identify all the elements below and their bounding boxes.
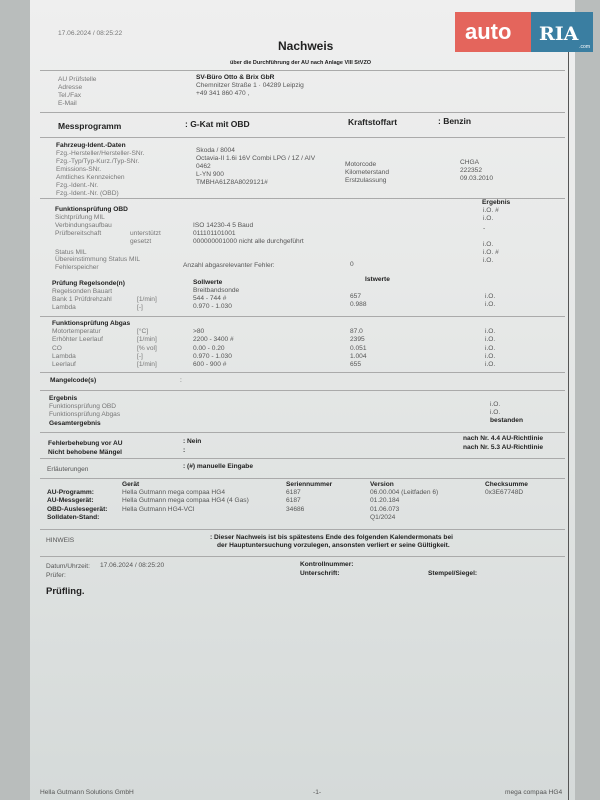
- repair-label: Fehlerbehebung vor AU: [48, 440, 123, 447]
- field-value: CHGA: [460, 159, 480, 166]
- field-value: 0.970 - 1.030: [193, 352, 232, 360]
- device-role: Solldaten-Stand:: [47, 513, 100, 521]
- field-label: Leerlauf: [52, 361, 76, 369]
- field-label: Kilometerstand: [345, 169, 389, 176]
- station-address: Chemnitzer Straße 1 · 04289 Leipzig: [196, 82, 304, 89]
- field-label: Erstzulassung: [345, 177, 387, 184]
- field-value: 1.004: [350, 352, 367, 360]
- signature-label: Unterschrift:: [300, 570, 340, 577]
- unit: [-]: [137, 352, 143, 360]
- defects-label: Mangelcode(s): [50, 377, 97, 384]
- unit: [°C]: [137, 328, 149, 335]
- field-value: L-YN 900: [196, 171, 224, 178]
- field-value: 0462: [196, 163, 211, 170]
- guideline-note: nach Nr. 5.3 AU-Richtlinie: [463, 444, 543, 451]
- print-timestamp: 17.06.2024 / 08:25:22: [58, 30, 123, 37]
- field-label: CO: [52, 344, 62, 352]
- field-value: 655: [350, 361, 362, 369]
- field-label: Emissions-SNr.: [56, 166, 102, 173]
- field-label: Motorcode: [345, 161, 377, 168]
- fuel-label: Kraftstoffart: [348, 117, 398, 127]
- result-value: i.O.: [485, 293, 496, 300]
- checksum: 0x3E67748D: [485, 489, 524, 496]
- field-label: Lambda: [52, 304, 76, 311]
- notes-label: Erläuterungen: [47, 466, 89, 473]
- field-label: Status MIL: [55, 249, 87, 256]
- version: 01.06.073: [370, 505, 400, 513]
- device-name: Hella Gutmann mega compaa HG4: [122, 489, 225, 496]
- date-label: Datum/Uhrzeit:: [46, 563, 90, 570]
- result-value: -: [483, 225, 486, 232]
- field-value: 0.988: [350, 301, 367, 308]
- unresolved-label: Nicht behobene Mängel: [48, 449, 123, 456]
- field-value: 600 - 900 #: [193, 361, 227, 369]
- result-value: i.O. #: [483, 249, 499, 256]
- result-value: i.O.: [485, 352, 496, 360]
- result-value: i.O.: [490, 401, 501, 408]
- station-label: AU Prüfstelle: [58, 76, 97, 83]
- field-value: Octavia-II 1.6i 16V Combi LPG / 1Z / AIV: [196, 155, 316, 162]
- field-label: Fzg.-Typ/Typ-Kurz./Typ-SNr.: [56, 158, 140, 165]
- field-value: 544 - 744 #: [193, 295, 227, 302]
- field-label: Fehlerspeicher: [55, 264, 99, 271]
- logo-text: auto: [465, 19, 512, 44]
- page-number: -1-: [313, 789, 322, 796]
- section-heading: Funktionsprüfung OBD: [55, 206, 128, 213]
- field-label: gesetzt: [130, 238, 152, 245]
- section-heading: Prüfung Regelsonde(n): [52, 280, 125, 287]
- column-header: Istwerte: [365, 276, 390, 283]
- field-label: Erhöhter Leerlauf: [52, 336, 103, 344]
- notes-value: : (#) manuelle Eingabe: [183, 463, 253, 470]
- ria-logo: [531, 12, 593, 52]
- fuel-value: : Benzin: [438, 116, 472, 126]
- document-subtitle: über die Durchführung der AU nach Anlage VIII StVZO: [230, 60, 372, 66]
- field-value: 0.00 - 0.20: [193, 344, 225, 352]
- field-label: Regelsonden Bauart: [52, 288, 113, 295]
- field-value: ISO 14230-4 5 Baud: [193, 222, 254, 229]
- result-value: i.O.: [490, 409, 501, 416]
- field-label: Amtliches Kennzeichen: [56, 174, 125, 181]
- section-heading: Ergebnis: [49, 395, 78, 402]
- unit: [1/min]: [137, 361, 157, 369]
- field-value: 000000001000 nicht alle durchgeführt: [193, 238, 304, 245]
- device-role: AU-Programm:: [47, 489, 94, 496]
- field-label: Bank 1 Prüfdrehzahl: [52, 296, 112, 303]
- unit: [1/min]: [137, 336, 157, 344]
- document-page: [30, 0, 575, 800]
- field-value: 0.051: [350, 344, 367, 352]
- device-name: Hella Gutmann HG4-VCI: [122, 505, 195, 513]
- guideline-note: nach Nr. 4.4 AU-Richtlinie: [463, 435, 543, 442]
- unit: [-]: [137, 304, 143, 311]
- serial-number: 6187: [286, 489, 301, 496]
- result-value: i.O.: [485, 361, 496, 369]
- field-value: 0: [350, 261, 354, 268]
- unresolved-value: :: [183, 447, 186, 454]
- logo-text: RIA: [539, 23, 579, 45]
- field-value: 09.03.2010: [460, 175, 494, 182]
- page-edge: [568, 40, 569, 800]
- result-value: i.O.: [483, 257, 494, 264]
- field-label: unterstützt: [130, 230, 161, 237]
- footer-left: Hella Gutmann Solutions GmbH: [40, 789, 134, 796]
- field-value: 657: [350, 293, 362, 300]
- field-label: Funktionsprüfung OBD: [49, 403, 117, 410]
- examiner-label: Prüfer:: [46, 572, 66, 579]
- document-title: Nachweis: [278, 39, 334, 53]
- station-phone: +49 341 860 470 ,: [196, 90, 250, 97]
- station-label: Adresse: [58, 84, 83, 91]
- result-value: i.O.: [485, 328, 496, 335]
- column-header: Checksumme: [485, 481, 528, 488]
- field-value: 87.0: [350, 328, 363, 335]
- device-name: Hella Gutmann mega compaa HG4 (4 Gas): [122, 497, 249, 505]
- field-label: Gesamtergebnis: [49, 420, 101, 427]
- field-label: Fzg.-Ident.-Nr. (OBD): [56, 190, 119, 197]
- section-heading: Funktionsprüfung Abgas: [52, 320, 131, 327]
- station-label: Tel./Fax: [58, 92, 82, 99]
- logo-domain: .com: [579, 44, 590, 50]
- field-value: 222352: [460, 167, 483, 174]
- column-header: Gerät: [122, 481, 140, 488]
- result-value: i.O.: [483, 241, 494, 248]
- unit: [1/min]: [137, 296, 157, 303]
- candidate-label: Prüfling.: [46, 586, 85, 597]
- overall-result: bestanden: [490, 417, 523, 424]
- column-header: Version: [370, 481, 394, 488]
- field-value: Skoda / 8004: [196, 147, 235, 154]
- program-value: : G-Kat mit OBD: [185, 119, 250, 129]
- field-label: Verbindungsaufbau: [55, 222, 112, 229]
- version: 06.00.004 (Leitfaden 6): [370, 489, 439, 496]
- column-header: Seriennummer: [286, 481, 333, 488]
- result-value: i.O. #: [483, 207, 499, 214]
- control-number-label: Kontrollnummer:: [300, 561, 354, 568]
- section-heading: Fahrzeug-Ident.-Daten: [56, 142, 126, 149]
- unit: [% vol]: [137, 344, 157, 352]
- hint-line: : Dieser Nachweis ist bis spätestens Ende des folgenden Kalendermonats bei: [210, 534, 453, 541]
- defects-value: :: [180, 377, 182, 384]
- hint-label: HINWEIS: [46, 537, 75, 544]
- result-value: i.O.: [485, 344, 496, 352]
- stamp-label: Stempel/Siegel:: [428, 570, 478, 577]
- date-value: 17.06.2024 / 08:25:20: [100, 562, 165, 569]
- field-value: >80: [193, 328, 205, 335]
- field-label: Fzg.-Ident.-Nr.: [56, 182, 99, 189]
- field-label: Prüfbereitschaft: [55, 230, 102, 237]
- field-label: Übereinstimmung Status MIL: [55, 256, 141, 263]
- field-value: 2200 - 3400 #: [193, 336, 234, 344]
- version: Q1/2024: [370, 513, 396, 521]
- field-label: Fzg.-Hersteller/Hersteller-SNr.: [56, 150, 145, 157]
- result-value: i.O.: [485, 336, 496, 344]
- version: 01.20.184: [370, 497, 400, 505]
- vin-value: TMBHA61Z8A8029121#: [196, 179, 268, 186]
- device-role: AU-Messgerät:: [47, 497, 94, 505]
- field-value: 0.970 - 1.030: [193, 303, 232, 310]
- field-value: 2395: [350, 336, 365, 344]
- result-value: i.O.: [483, 215, 494, 222]
- column-header: Sollwerte: [193, 279, 223, 286]
- autoria-logo: [455, 12, 531, 52]
- field-label: Funktionsprüfung Abgas: [49, 411, 121, 418]
- device-role: OBD-Auslesegerät:: [47, 505, 108, 513]
- result-heading: Ergebnis: [482, 199, 511, 206]
- field-label: Motortemperatur: [52, 328, 101, 335]
- serial-number: 34686: [286, 505, 305, 513]
- field-value: 011101101001: [193, 230, 236, 237]
- station-label: E-Mail: [58, 100, 77, 107]
- station-name: SV-Büro Otto & Brix GbR: [196, 74, 275, 81]
- repair-value: : Nein: [183, 438, 202, 445]
- program-label: Messprogramm: [58, 121, 122, 131]
- serial-number: 6187: [286, 497, 301, 505]
- field-label: Lambda: [52, 352, 76, 360]
- field-label: Sichtprüfung MIL: [55, 214, 105, 221]
- field-value: Breitbandsonde: [193, 287, 240, 294]
- result-value: i.O.: [485, 301, 496, 308]
- field-value: Anzahl abgasrelevanter Fehler:: [183, 262, 275, 269]
- footer-right: mega compaa HG4: [505, 789, 563, 796]
- hint-line: der Hauptuntersuchung vorzulegen, ansonsten verliert er seine Gültigkeit.: [217, 542, 450, 549]
